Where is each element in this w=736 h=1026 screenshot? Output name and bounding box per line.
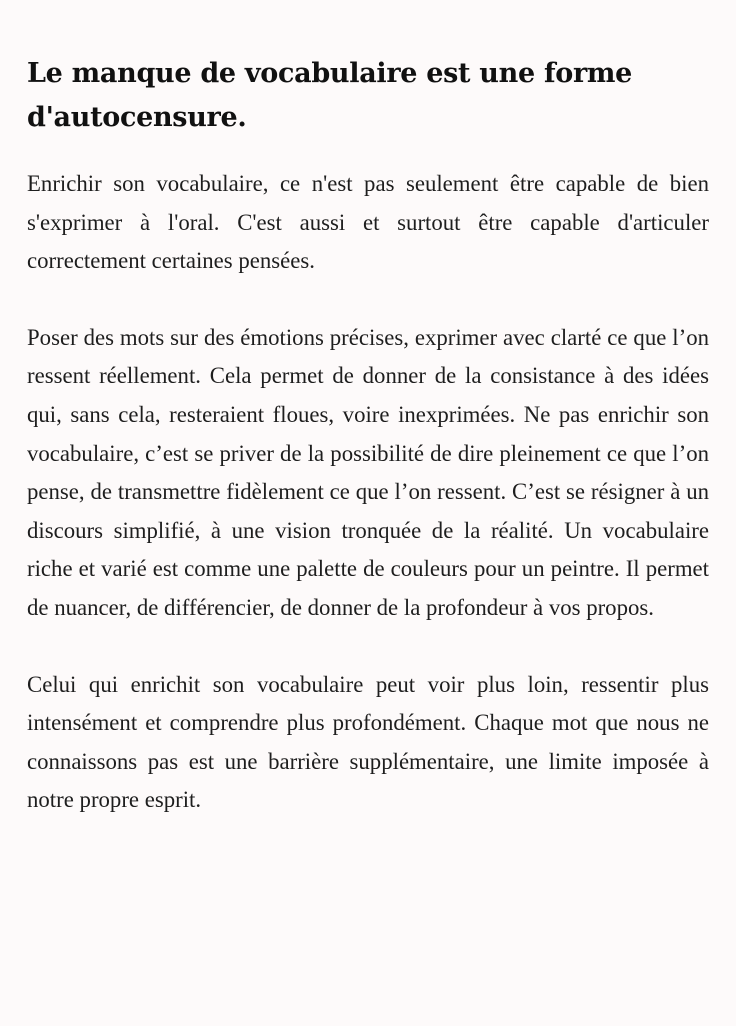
paragraph-emotions: Poser des mots sur des émotions précises, exprimer avec clarté ce que l’on ressent réellement. Cela permet de donner de la consistance à des idées qui, sans cela, resteraient floues, voire inexprimées. Ne pas enrichir son vocabulaire, c’est se priver de la possibilité de dire pleinement ce que l’on pense, de transmettre fidèlement ce que l’on ressent. C’est se résigner à un discours simplifié, à une vision tronquée de la réalité. Un vocabulaire riche et varié est comme une palette de couleurs pour un peintre. Il permet de nuancer, de différencier, de donner de la profondeur à vos propos.: [27, 324, 709, 620]
paragraph-intro: Enrichir son vocabulaire, ce n'est pas seulement être capable de bien s'exprimer à l'oral. C'est aussi et surtout être capable d'articuler correctement certaines pensées.: [27, 171, 709, 274]
article-title: Le manque de vocabulaire est une forme d'autocensure.: [27, 58, 633, 133]
paragraph-conclusion: Celui qui enrichit son vocabulaire peut voir plus loin, ressentir plus intensément et comprendre plus profondément. Chaque mot que nous ne connaissons pas est une barrière supplémentaire, une limite imposée à notre propre esprit.: [27, 671, 709, 813]
